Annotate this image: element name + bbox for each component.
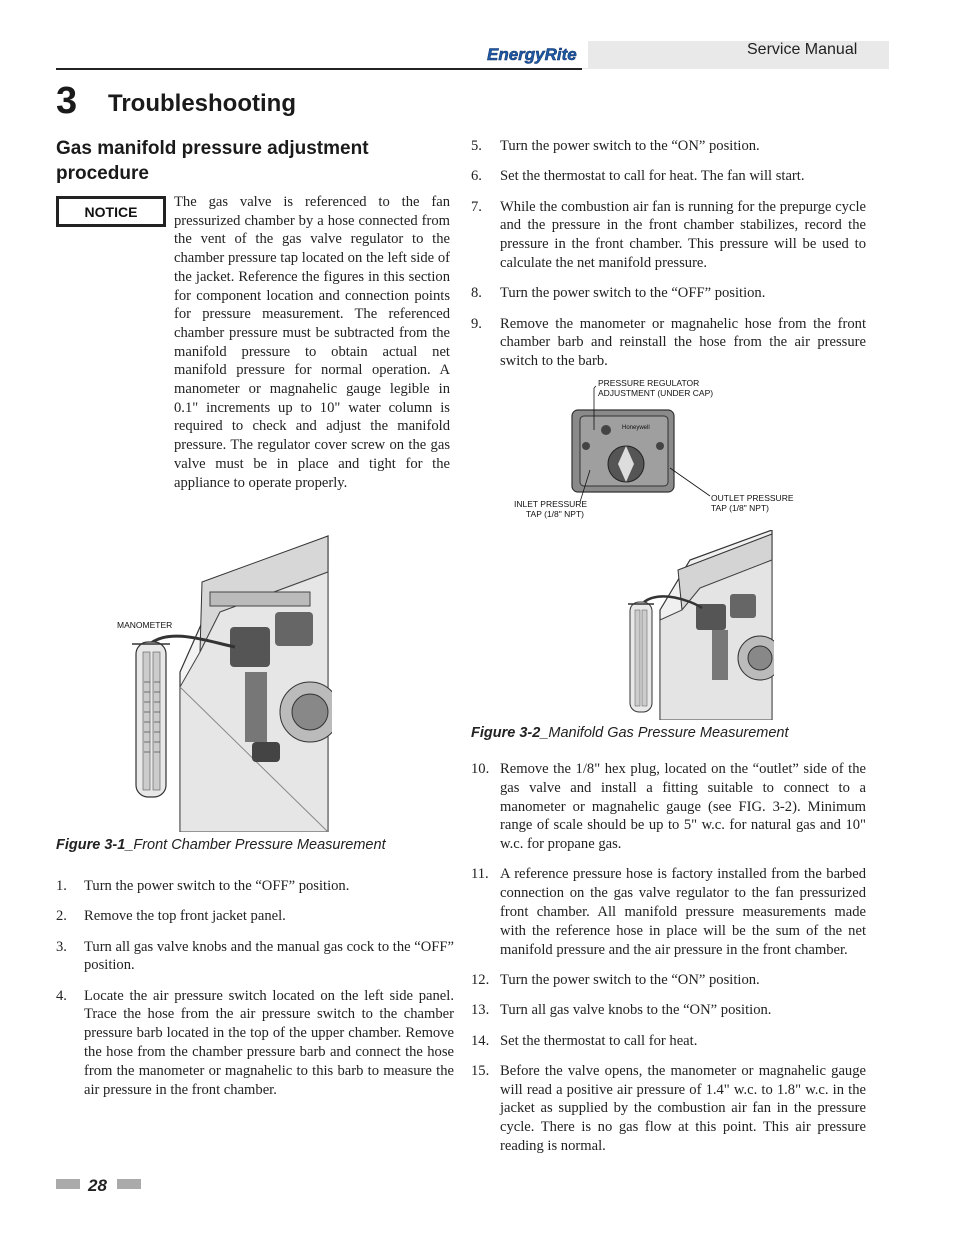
section-title: Gas manifold pressure adjustment procedure xyxy=(56,138,369,184)
figure-gas-valve-illustration xyxy=(510,372,810,520)
list-item: 10. Remove the 1/8" hex plug, located on the “outlet” side of the gas valve and install a fitting suitable to connect to a manometer or magnahelic gauge (see FIG. 3-2). Minimum range of scale should be up to 5" w.c. for natural gas and 10" w.c. for propane gas. xyxy=(471,761,866,853)
list-item: 4. Locate the air pressure switch located on the left side panel. Trace the hose from the air pressure switch to the chamber pressure barb located in the top of the upper chamber. Remove the hose from the chamber pressure barb and connect the hose from the manometer or magnahelic to this barb to measure the air pressure in the front chamber. xyxy=(56,987,454,1098)
list-item: 7. While the combustion air fan is running for the prepurge cycle and the pressure in the front chamber stabilizes, record the pressure in the front chamber. This pressure will be used to calculate the net manifold pressure. xyxy=(471,198,866,271)
list-item: 2. Remove the top front jacket panel. xyxy=(56,908,286,925)
list-item: 8. Turn the power switch to the “OFF” position. xyxy=(471,285,766,302)
list-item: 5. Turn the power switch to the “ON” position. xyxy=(471,138,760,154)
figure-1-caption xyxy=(56,837,386,853)
manual-label: Service Manual xyxy=(747,41,858,58)
figure-2-caption-text: Manifold Gas Pressure Measurement xyxy=(548,725,789,741)
list-item: 9. Remove the manometer or magnahelic hose from the front chamber barb and reinstall the hose from the air pressure switch to the barb. xyxy=(471,315,866,370)
figure-1-caption-text: Front Chamber Pressure Measurement xyxy=(133,837,386,853)
figure-front-chamber-illustration xyxy=(110,532,332,832)
figure-2-caption xyxy=(471,725,789,741)
chapter-number: 3 xyxy=(56,80,78,122)
regulator-label-line1: PRESSURE REGULATOR xyxy=(598,378,700,388)
steps-list-left xyxy=(56,877,454,1111)
notice-label: NOTICE xyxy=(84,203,138,220)
inlet-label-line1: INLET PRESSURE xyxy=(514,499,588,509)
steps-list-right-top xyxy=(471,137,866,382)
inlet-label-line2: TAP (1/8" NPT) xyxy=(526,509,584,519)
footer-bar-right xyxy=(117,1179,141,1189)
figure-manifold-illustration xyxy=(620,530,774,720)
list-item: 1. Turn the power switch to the “OFF” position. xyxy=(56,878,350,894)
notice-text: The gas valve is referenced to the fan pressurized chamber by a hose connected from the vent of the gas valve regulator to the chamber pressure tap located on the left side of the jacket. Reference the figures in this section for component location and connection points for pressure measurement. The referenced chamber pressure must be subtracted from the manifold pressure to obtain actual net manifold pressure for normal operation. A manometer or magnahelic gauge legible in 0.1" increments up to 10" water column is required to check and adjust the manifold pressure. The regulator cover screw on the gas valve must be in place and tight for the appliance to operate properly. xyxy=(174,194,450,491)
valve-brand-label: Honeywell xyxy=(622,425,650,431)
steps-list-right-bottom xyxy=(471,760,866,1167)
outlet-label-line2: TAP (1/8" NPT) xyxy=(711,503,769,513)
footer-bar-left xyxy=(56,1179,80,1189)
notice-box xyxy=(56,196,166,227)
list-item: 6. Set the thermostat to call for heat. The fan will start. xyxy=(471,168,805,185)
svg-text:EnergyRite: EnergyRite xyxy=(487,45,577,64)
manometer-label: MANOMETER xyxy=(117,620,173,630)
brand-logo xyxy=(484,40,588,68)
outlet-label-line1: OUTLET PRESSURE xyxy=(711,493,794,503)
chapter-title: Troubleshooting xyxy=(108,90,296,117)
list-item: 14. Set the thermostat to call for heat. xyxy=(471,1032,698,1049)
list-item: 3. Turn all gas valve knobs and the manual gas cock to the “OFF” position. xyxy=(56,938,454,974)
regulator-label-line2: ADJUSTMENT (UNDER CAP) xyxy=(598,388,714,398)
list-item: 15. Before the valve opens, the manometer or magnahelic gauge will read a positive air pressure of 1.4" w.c. to 1.8" w.c. in the jacket as supplied by the combustion air fan in the pressure cycle. There is no gas flow at this point. This air pressure reading is normal. xyxy=(471,1062,866,1155)
page-number: 28 xyxy=(88,1176,107,1195)
list-item: 11. A reference pressure hose is factory installed from the barbed connection on the gas valve regulator to the fan pressurized front chamber. All manifold pressure measurements made with the reference hose in place will be the sum of the net manifold pressure and the air pressure in the front chamber. xyxy=(471,866,866,958)
list-item: 12. Turn the power switch to the “ON” position. xyxy=(471,971,760,988)
figure-2-caption-number: Figure 3-2_ xyxy=(471,725,549,741)
header-rule xyxy=(56,68,582,70)
figure-1-caption-number: Figure 3-1_ xyxy=(56,837,134,853)
list-item: 13. Turn all gas valve knobs to the “ON” position. xyxy=(471,1002,772,1019)
